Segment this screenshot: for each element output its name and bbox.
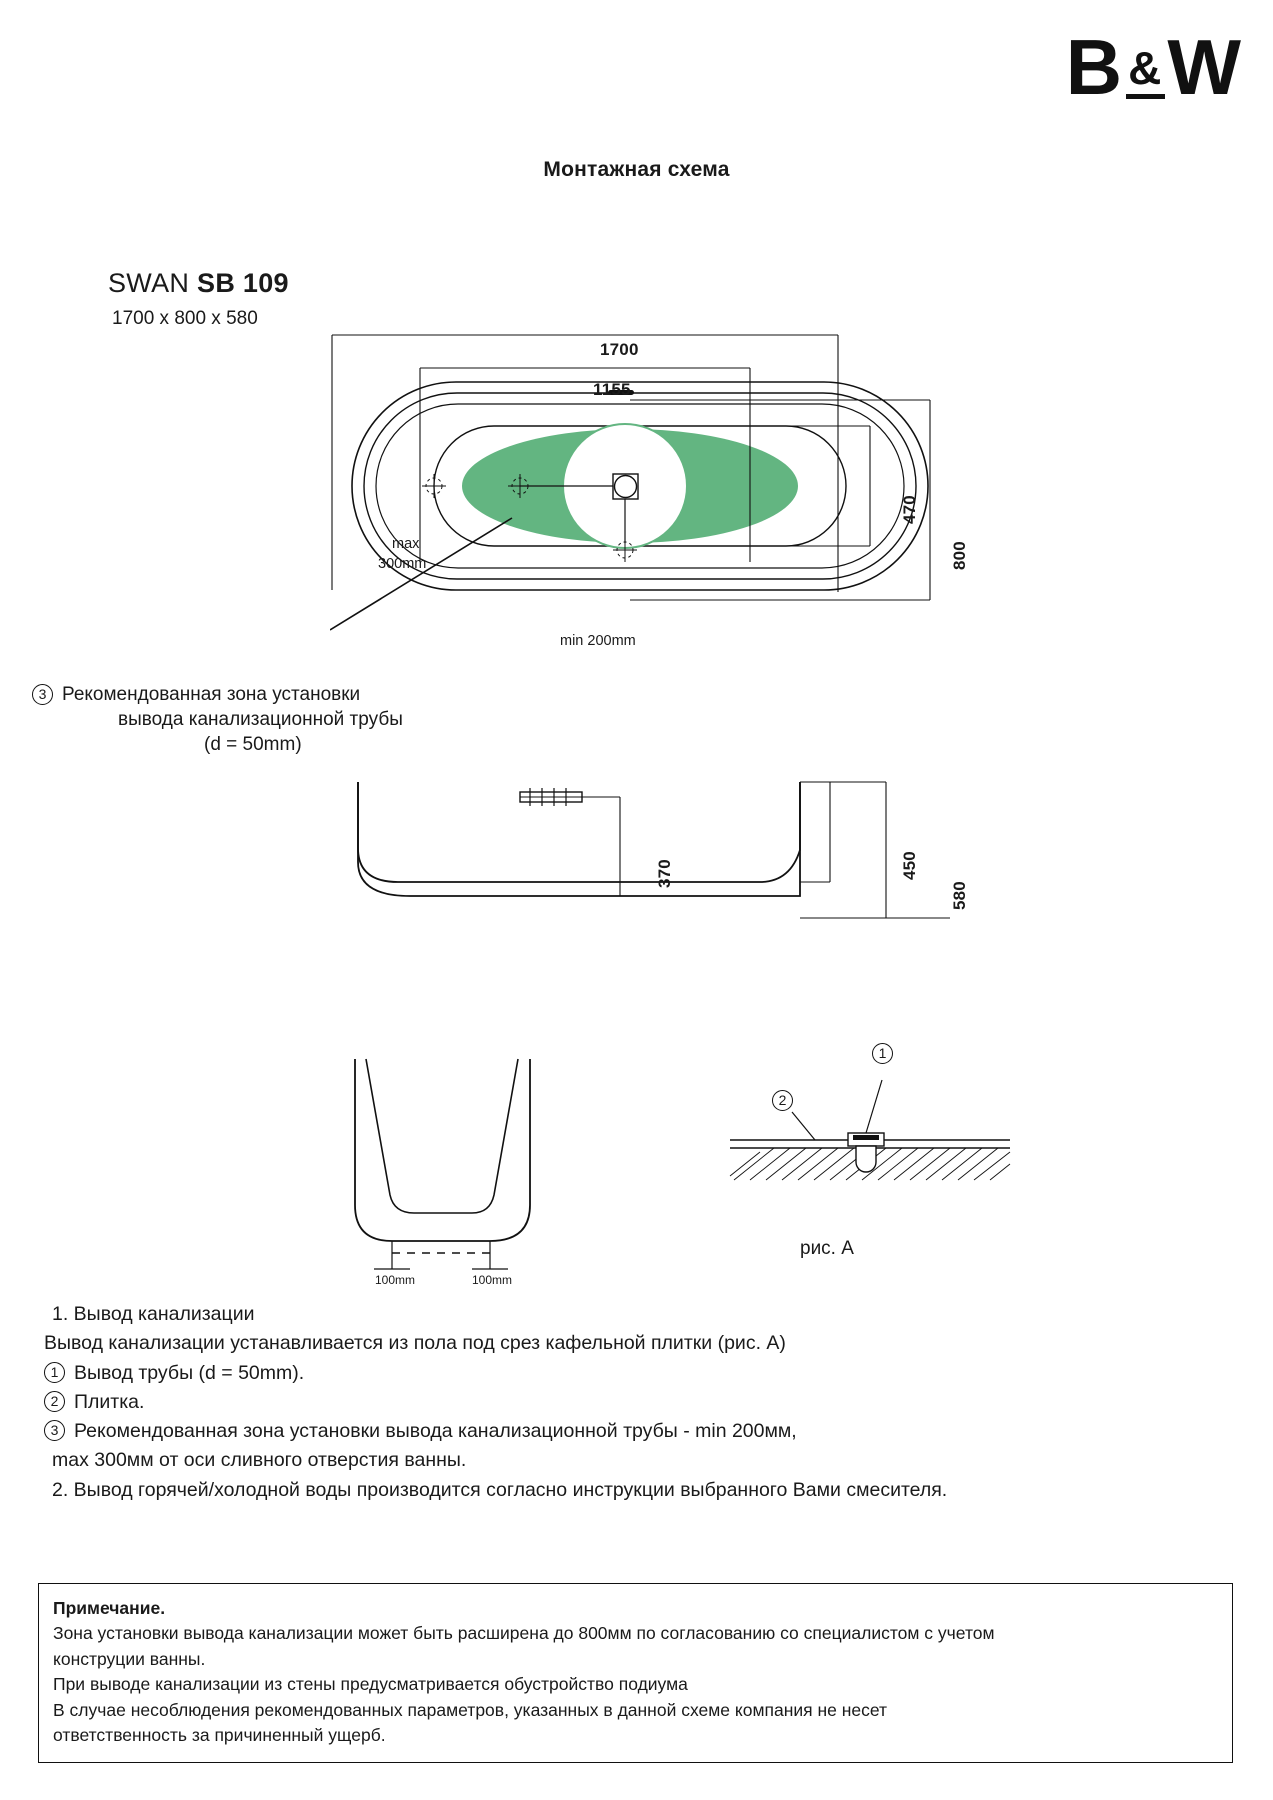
instruction-line-1: 1. Вывод канализации [52,1303,255,1325]
instruction-item-1 [44,1359,1244,1388]
dim-label-1700: 1700 [600,340,639,359]
foot-right-label: 100mm [472,1273,513,1287]
dim-label-1155: 1155 [593,380,631,399]
instruction-marker-2: 2 [44,1391,65,1412]
overflow-fitting [520,788,582,806]
dim-label-450: 450 [900,851,919,880]
note-line-1: Зона установки вывода канализации может быть расширена до 800мм по согласованию со специалистом с учетом [53,1623,995,1644]
zone-caption [28,682,498,757]
label-max-value: 300mm [378,556,427,572]
instructions-block [44,1300,1244,1505]
callout-marker-3: 3 [32,684,53,705]
product-name-model: SB 109 [197,268,289,298]
foot-left-label: 100mm [375,1273,416,1287]
note-line-5: ответственность за причиненный ущерб. [53,1724,386,1745]
label-min: min 200mm [560,633,636,649]
top-view-drawing [330,330,950,650]
label-max: max [392,536,420,552]
instruction-item-1-text: Вывод трубы (d = 50mm). [74,1361,305,1384]
detail-marker-2: 2 [772,1090,793,1111]
detail-a-caption: рис. A [800,1238,854,1259]
detail-a-drawing [720,1040,1020,1220]
dim-label-800: 800 [950,541,969,570]
leader-line-1 [866,1080,882,1133]
instruction-marker-3: 3 [44,1420,65,1441]
page-title: Монтажная схема [543,158,730,181]
drain-outlet-square [613,474,638,499]
brand-logo-ampersand: & [1126,45,1165,99]
zone-leader-line [330,518,512,630]
instruction-item-3 [44,1417,1244,1446]
dim-label-470: 470 [900,495,919,524]
dim-450 [800,782,830,882]
product-dimensions: 1700 x 800 x 580 [112,308,258,329]
detail-marker-1: 1 [872,1043,893,1064]
bath-front-inner [366,1059,518,1213]
instruction-item-3-text: Рекомендованная зона установки вывода канализационной трубы - min 200мм, [74,1420,797,1442]
zone-caption-line3: (d = 50mm) [204,734,302,756]
instruction-line-2: Вывод канализации устанавливается из пола под срез кафельной плитки (рис. A) [44,1332,786,1355]
brand-logo-left: B [1065,23,1125,111]
instruction-item-2-text: Плитка. [74,1390,145,1413]
note-line-4: В случае несоблюдения рекомендованных параметров, указанных в данной схеме компания не несет [53,1699,888,1720]
dim-label-580: 580 [950,881,969,910]
side-view-drawing [330,778,950,938]
zone-caption-line1: Рекомендованная зона установки [62,684,361,705]
note-box [38,1583,1233,1763]
note-line-2: конструции ванны. [53,1648,206,1669]
product-name-series: SWAN [108,268,190,298]
bath-side-outer-profile [358,782,800,896]
dim-label-370: 370 [655,859,674,888]
instruction-line-3: 2. Вывод горячей/холодной воды производится согласно инструкции выбранного Вами смесителя. [52,1478,948,1501]
note-title: Примечание. [53,1598,166,1618]
leader-line-2 [792,1112,815,1140]
brand-logo [1065,23,1243,111]
product-name [108,268,289,299]
zone-caption-line2: вывода канализационной трубы [118,709,403,731]
brand-logo-right: W [1167,23,1243,111]
front-view-drawing [330,1055,580,1295]
dim-580 [800,782,950,918]
instruction-marker-1: 1 [44,1362,65,1383]
note-line-3: При выводе канализации из стены предусматривается обустройство подиума [53,1674,688,1695]
instruction-item-2 [44,1388,1244,1417]
instruction-item-3-cont: max 300мм от оси сливного отверстия ванны. [52,1449,467,1472]
